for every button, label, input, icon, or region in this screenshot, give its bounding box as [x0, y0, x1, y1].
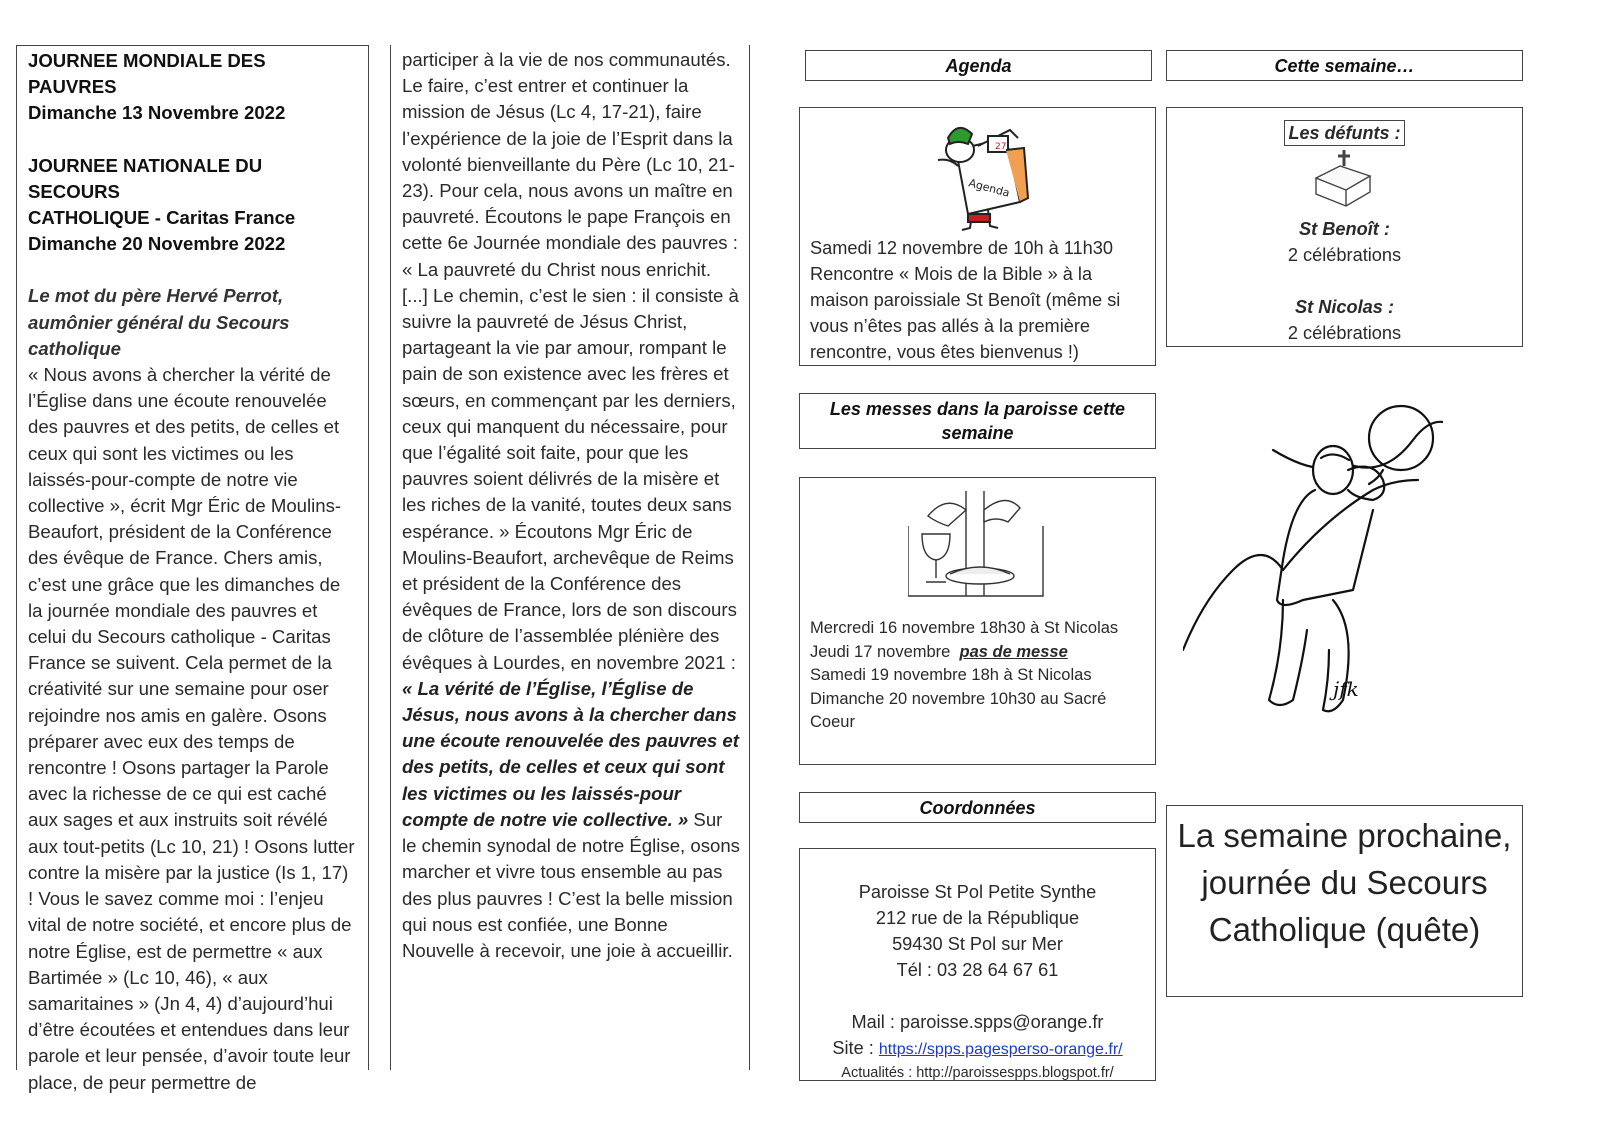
agenda-text: [810, 235, 1147, 365]
defunts-parish-2: St Nicolas :: [1294, 297, 1395, 317]
agenda-title-box: [805, 50, 1152, 81]
agenda-character-icon: [928, 110, 1038, 235]
illustration-signature: jfk: [1333, 677, 1359, 701]
parish-street: 212 rue de la République: [875, 908, 1080, 928]
coordonnees-box: [799, 848, 1156, 1081]
date-secours: Dimanche 20 Novembre 2022: [28, 233, 286, 255]
messe-1: Mercredi 16 novembre 18h30 à St Nicolas: [810, 619, 1119, 637]
site-label: Site :: [832, 1038, 874, 1058]
coordonnees-title-box: [799, 792, 1156, 823]
article-subtitle: Le mot du père Hervé Perrot, aumônier général du Secours catholique: [28, 285, 290, 359]
parish-name: Paroisse St Pol Petite Synthe: [858, 882, 1097, 902]
messe-2-note: pas de messe: [959, 642, 1068, 661]
semaine-title-box: [1166, 50, 1523, 81]
messes-title: Les messes dans la paroisse cette semaine: [829, 399, 1126, 443]
eucharist-icon: [908, 486, 1048, 598]
defunts-count-1: 2 célébrations: [1287, 245, 1402, 265]
article-quote: « La vérité de l’Église, l’Église de Jésus, nous avons à la chercher dans une écoute renouvelée des pauvres et des petits, de celles et ceux qui sont les victimes ou les laissés-pour compte de notre vie collective. »: [402, 677, 739, 830]
parish-site: [800, 1035, 1155, 1063]
defunts-list: [1167, 216, 1522, 346]
messe-4: Dimanche 20 novembre 10h30 au Sacré Coeur: [810, 689, 1107, 731]
defunts-label-wrap: [1167, 120, 1522, 146]
date-journee-pauvres: Dimanche 13 Novembre 2022: [28, 102, 286, 124]
parish-phone: Tél : 03 28 64 67 61: [896, 960, 1059, 980]
agenda-line2: Rencontre « Mois de la Bible » à la maison paroissiale St Benoît (même si vous n’êtes pas allés à la première rencontre, vous êtes bienvenus !): [810, 264, 1121, 362]
semaine-title: Cette semaine…: [1274, 56, 1415, 76]
coordonnees-title: Coordonnées: [919, 798, 1036, 818]
semaine-box: [1166, 107, 1523, 347]
messe-2-date: Jeudi 17 novembre: [810, 642, 951, 661]
messe-2: [810, 641, 1149, 665]
heading-journee-pauvres: JOURNEE MONDIALE DES PAUVRES: [28, 50, 266, 98]
climber-illustration: [1183, 400, 1443, 750]
agenda-image-label: Agenda: [967, 176, 1012, 200]
parish-email[interactable]: Mail : paroisse.spps@orange.fr: [851, 1012, 1104, 1032]
messes-box: [799, 477, 1156, 765]
parish-news-link[interactable]: Actualités : http://paroissespps.blogspot.fr/: [841, 1065, 1114, 1081]
agenda-line1: Samedi 12 novembre de 10h à 11h30: [810, 238, 1114, 258]
messe-3: Samedi 19 novembre 18h à St Nicolas: [810, 666, 1092, 684]
defunts-label: Les défunts :: [1284, 120, 1404, 146]
site-link[interactable]: https://spps.pagesperso-orange.fr/: [878, 1041, 1123, 1058]
defunts-count-2: 2 célébrations: [1287, 323, 1402, 343]
heading-secours-line2: CATHOLIQUE - Caritas France: [28, 207, 296, 229]
article-body-2-end: Sur le chemin synodal de notre Église, osons marcher et vivre tous ensemble au pas des plus pauvres ! C’est la belle mission qui nous est confiée, une Bonne Nouvelle à recevoir, une joie à accueillir.: [402, 808, 740, 961]
calendar-day: 27: [995, 142, 1007, 152]
agenda-title: Agenda: [945, 56, 1012, 76]
article-body-2: [402, 47, 741, 964]
article-column-1: [16, 45, 369, 1093]
parish-city: 59430 St Pol sur Mer: [892, 934, 1063, 954]
announcement-box: [1166, 805, 1523, 997]
coffin-icon: [1310, 148, 1374, 210]
defunts-parish-1: St Benoît :: [1299, 219, 1390, 239]
article-column-2: [390, 45, 750, 1070]
messes-list: [810, 617, 1149, 735]
messes-title-box: [799, 393, 1156, 449]
coordonnees-content: [800, 879, 1155, 1083]
agenda-box: [799, 107, 1156, 366]
heading-secours-line1: JOURNEE NATIONALE DU SECOURS: [28, 154, 263, 202]
announcement-text: La semaine prochaine, journée du Secours Catholique (quête): [1177, 817, 1512, 948]
article-body-1: « Nous avons à chercher la vérité de l’Église dans une écoute renouvelée des pauvres et des petits, de celles et ceux qui sont les victimes ou les laissés-pour-compte de notre vie collective », écrit Mgr Éric de Moulins-Beaufort, président de la Conférence des évêque de France. Chers amis, c’est une grâce que les dimanches de la journée mondiale des pauvres et celui du Secours catholique - Caritas France se suivent. Cela permet de la créativité sur une semaine pour oser rejoindre nos amis en galère. Osons préparer avec eux des temps de rencontre ! Osons partager la Parole avec la richesse de ce qui est caché aux sages et aux instruits soit révélé aux tout-petits (Lc 10, 21) ! Osons lutter contre la misère par la justice (Is 1, 17) ! Vous le savez comme moi : l’enjeu vital de notre société, et encore plus de notre Église, est de permettre « aux Bartimée » (Lc 10, 46), « aux samaritaines » (Jn 4, 4) d’aujourd’hui d’être écoutées et entendues dans leur parole et leur pensée, d’avoir toute leur place, de peur permettre de: [28, 364, 355, 1093]
article-body-2-text: participer à la vie de nos communautés. Le faire, c’est entrer et continuer la mission de Jésus (Lc 4, 17-21), faire l’expérience de la joie de l’Esprit dans la volonté bienveillante du Père (Lc 10, 21-23). Pour cela, nous avons un maître en pauvreté. Écoutons le pape François en cette 6e Journée mondiale des pauvres : « La pauvreté du Christ nous enrichit. [...] Le chemin, c’est le sien : il consiste à suivre la pauvreté de Jésus Christ, partageant la vie par amour, rompant le pain de son existence avec les frères et sœurs, en commençant par les derniers, ceux qui manquent du nécessaire, pour que l’égalité soit faite, pour que les pauvres soient délivrés de la misère et les riches de la vanité, toutes deux sans espérance. » Écoutons Mgr Éric de Moulins-Beaufort, archevêque de Reims et président de la Conférence des évêques de France, lors de son discours de clôture de l’assemblée plénière des évêques à Lourdes, en novembre 2021 :: [402, 49, 739, 673]
